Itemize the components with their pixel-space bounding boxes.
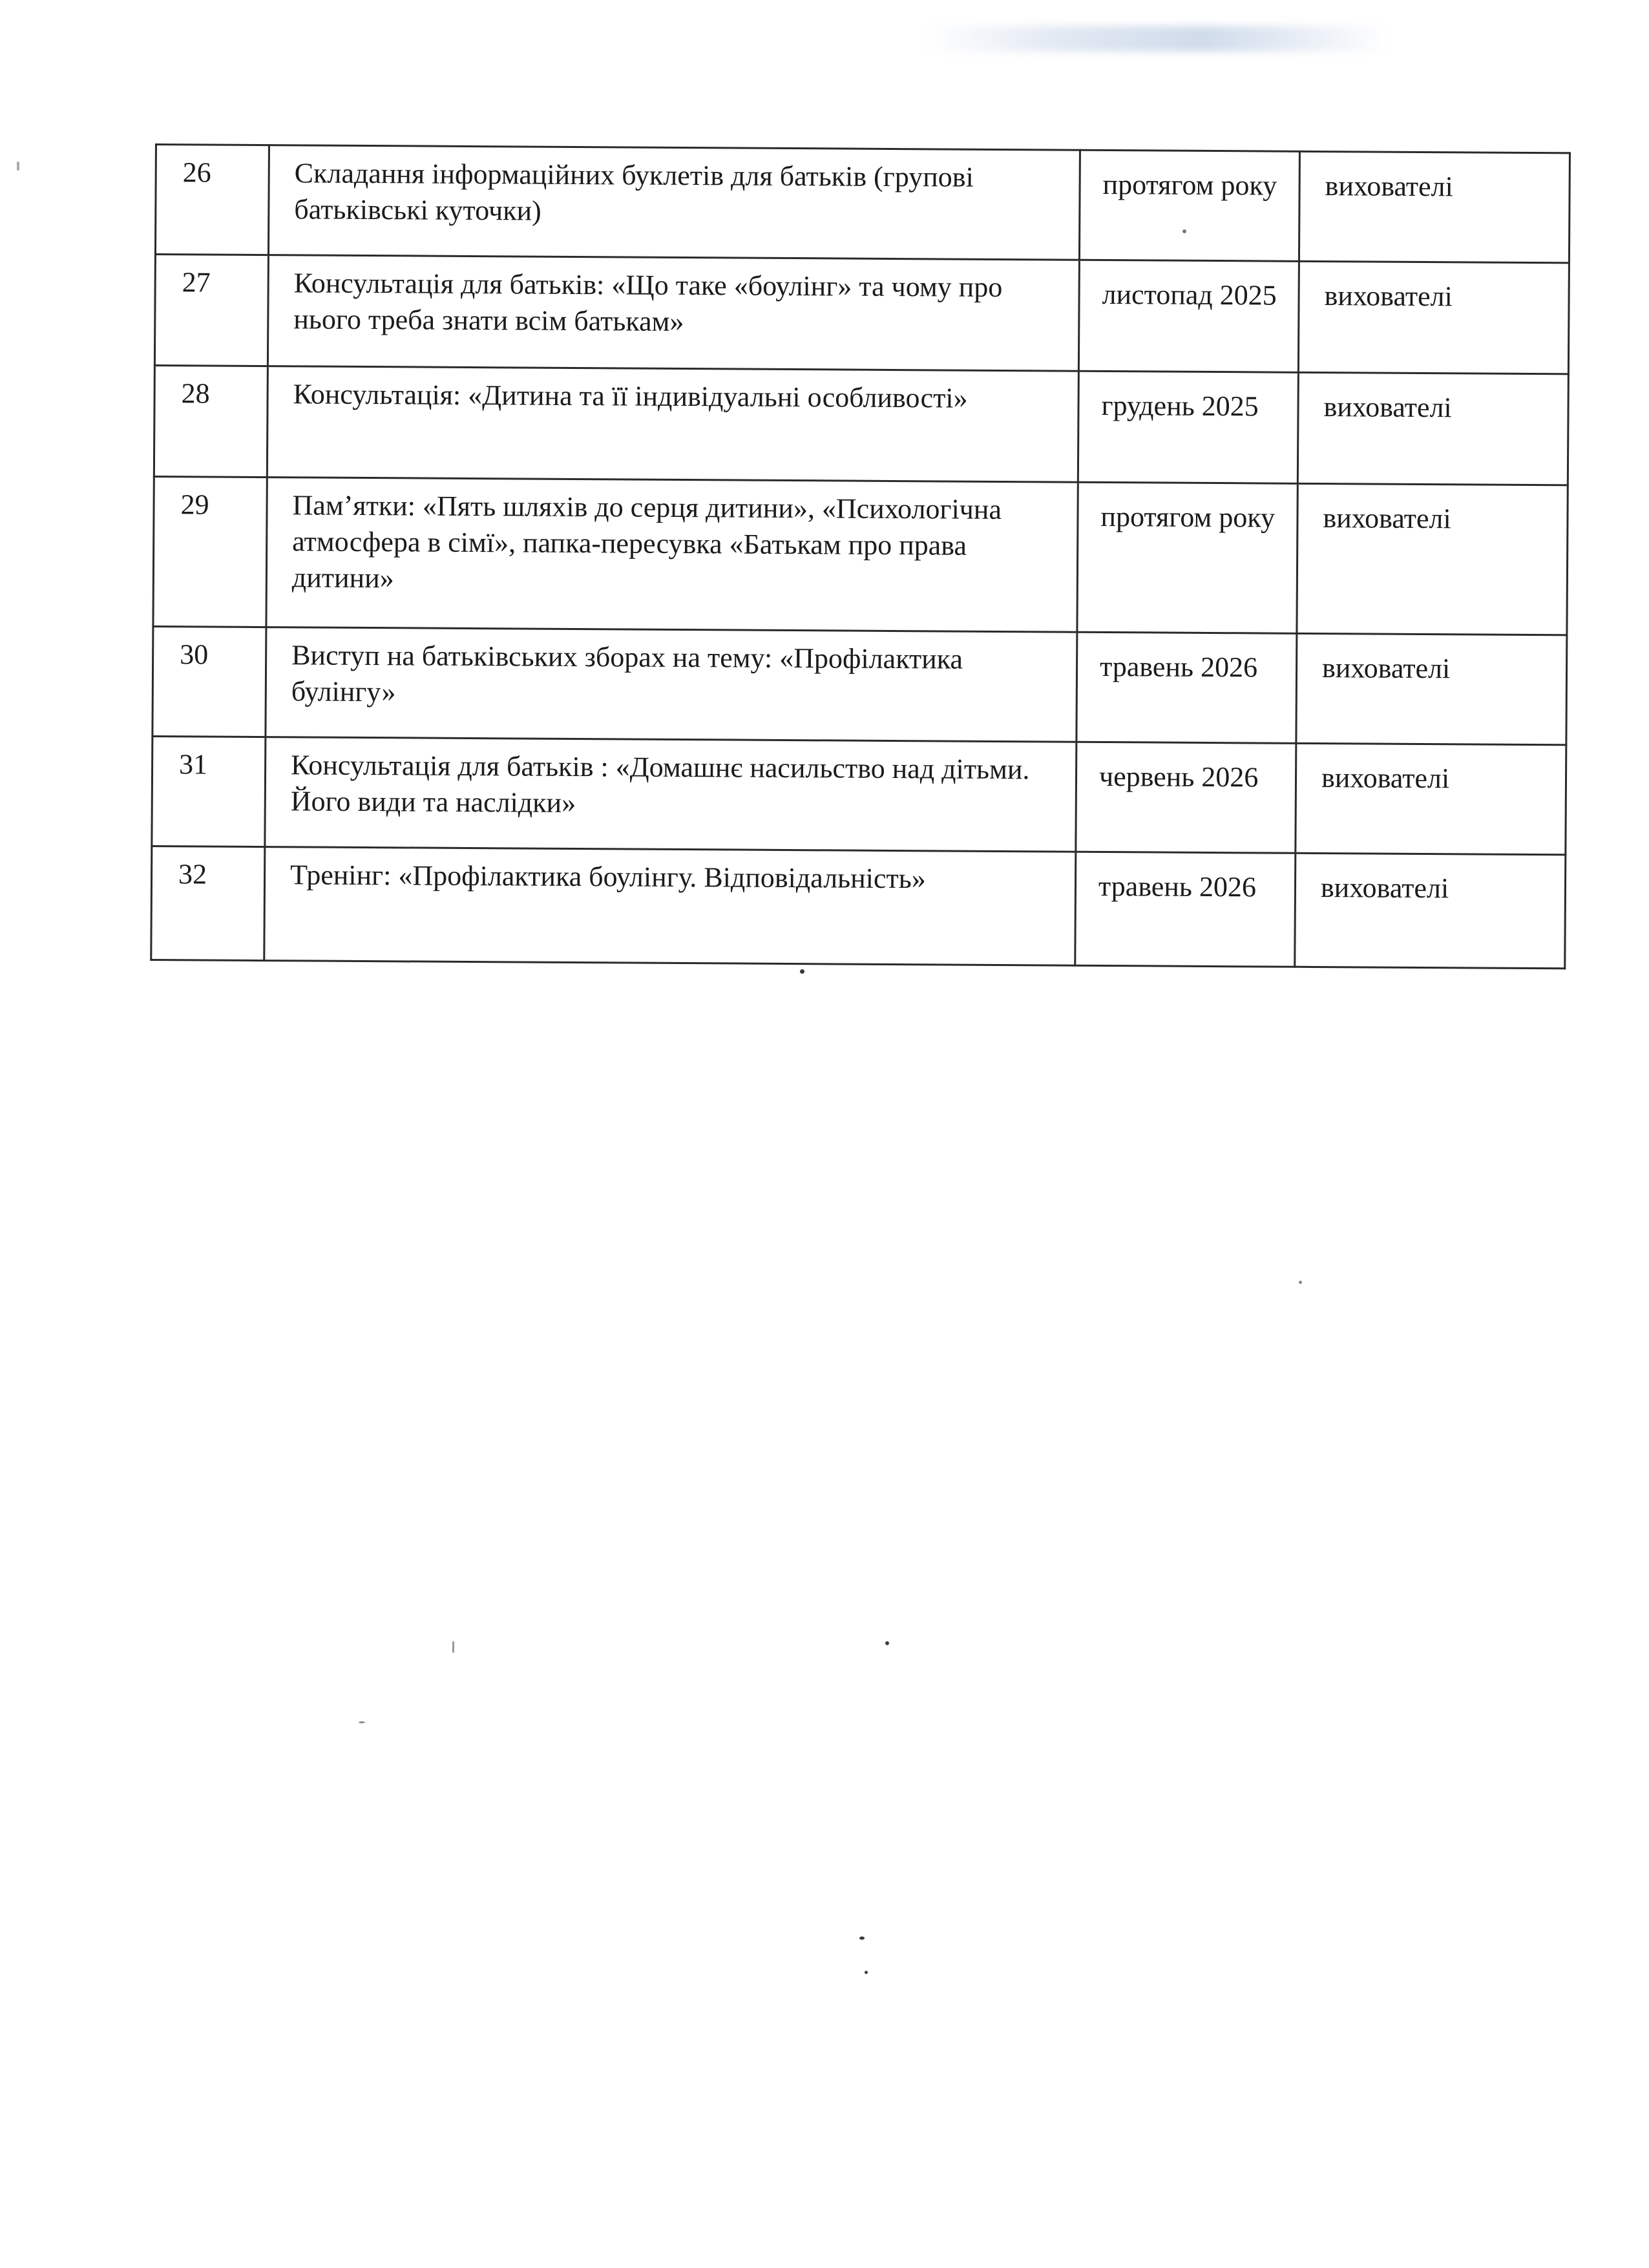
term-cell: грудень 2025 [1078,371,1298,483]
activity-cell: Тренінг: «Профілактика боулінгу. Відповідальність» [264,847,1076,966]
table-row [152,626,1567,744]
responsible-cell: вихователі [1295,853,1566,969]
row-number: 31 [152,736,266,846]
responsible-cell: вихователі [1298,261,1569,374]
activity-cell: Складання інформаційних буклетів для батьків (групові батьківські куточки) [268,145,1080,260]
table-row [152,736,1566,854]
responsible-cell: вихователі [1299,151,1570,263]
scan-speck [859,1937,865,1940]
term-cell: протягом року [1077,482,1297,633]
row-number: 28 [154,366,268,478]
row-number: 32 [151,846,265,960]
scan-speck [800,969,804,974]
table-row [153,476,1568,635]
activity-cell: Консультація для батьків: «Що таке «боулінг» та чому про нього треба знати всім батькам» [268,255,1079,372]
term-cell: протягом року [1079,150,1299,261]
scan-speck [1299,1281,1302,1284]
term-cell: червень 2026 [1076,742,1296,853]
activity-cell: Виступ на батьківських зборах на тему: «Профілактика булінгу» [266,627,1077,742]
row-number: 29 [153,476,267,627]
term-cell: листопад 2025 [1078,260,1299,372]
events-table [150,143,1571,969]
row-number: 26 [155,145,269,255]
activity-cell: Пам’ятки: «Пять шляхів до серця дитини», «Психологічна атмосфера в сімї», папка-пересувка «Батькам про права дитини» [266,478,1078,633]
activity-cell: Консультація: «Дитина та її індивідуальні особливості» [267,366,1078,483]
scan-speck [885,1641,889,1645]
responsible-cell: вихователі [1297,372,1568,485]
responsible-cell: вихователі [1296,743,1566,855]
term-cell: травень 2026 [1075,852,1296,967]
table-row [155,145,1570,263]
activity-cell: Консультація для батьків : «Домашнє насильство над дітьми. Його види та наслідки» [265,737,1077,852]
table-row [154,255,1569,374]
term-cell: травень 2026 [1077,632,1297,743]
scan-speck [359,1721,365,1723]
row-number: 27 [154,255,268,366]
table-row [151,846,1566,968]
responsible-cell: вихователі [1297,483,1568,635]
row-number: 30 [152,626,266,737]
responsible-cell: вихователі [1296,633,1567,745]
scan-speck [17,162,19,171]
scan-speck [452,1641,454,1653]
scan-speck [865,1971,868,1974]
scan-speck [1182,229,1186,233]
table-row [154,366,1568,485]
scan-artifact [924,26,1389,52]
